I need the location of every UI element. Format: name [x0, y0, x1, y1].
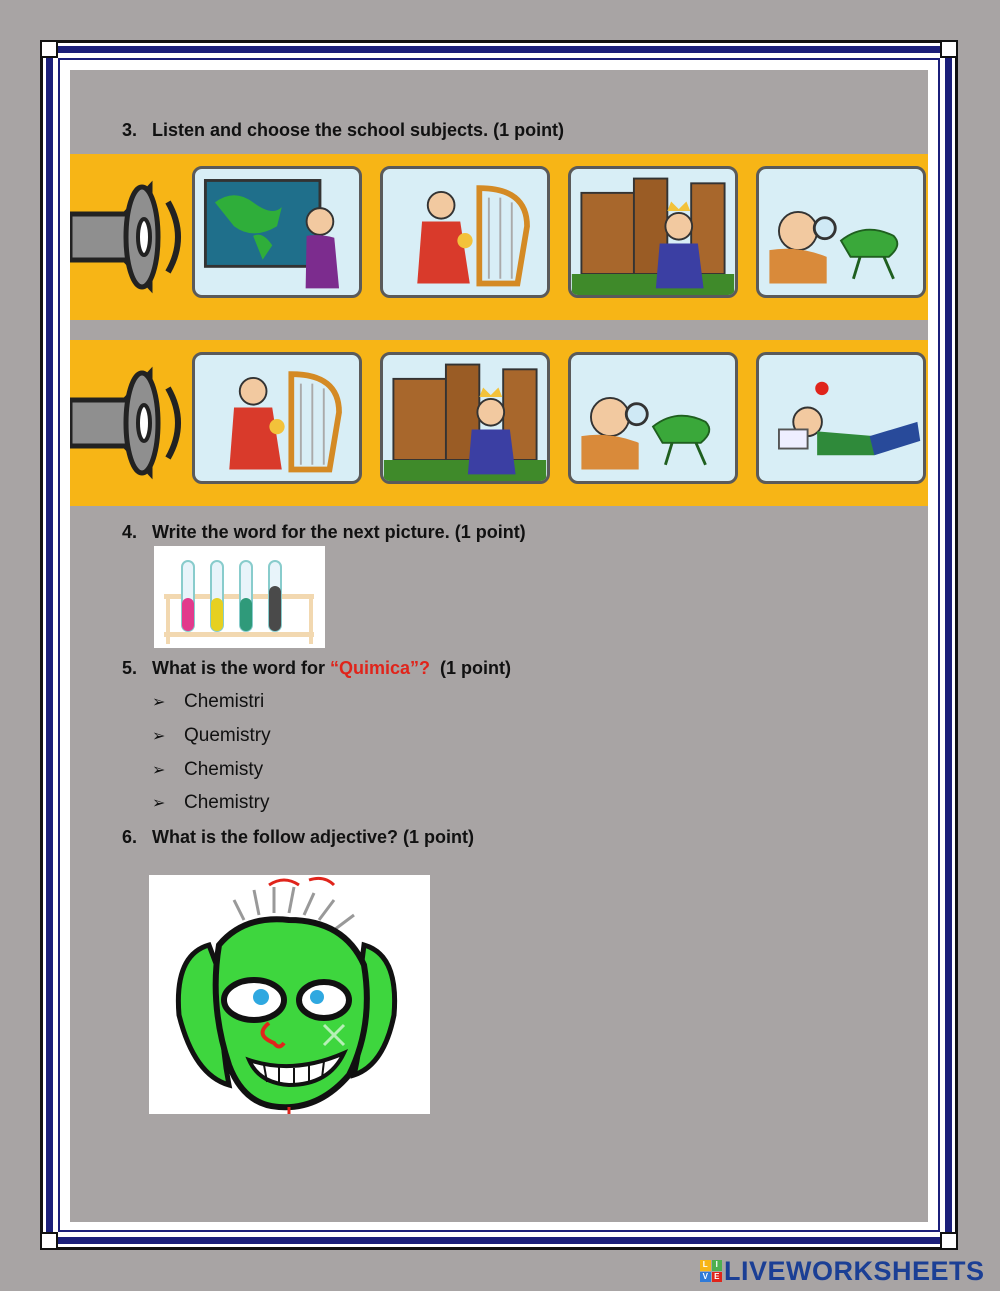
option-label: Chemistri [184, 691, 265, 712]
science-card[interactable] [756, 166, 926, 298]
arrow-bullet-icon: ➢ [152, 795, 166, 812]
option-label: Chemisty [184, 759, 264, 780]
question-text: What is the follow adjective? (1 point) [152, 827, 475, 847]
corner-ornament [940, 40, 958, 58]
test-tubes-picture [154, 546, 325, 648]
question-6 [122, 827, 474, 848]
geography-card[interactable] [192, 166, 362, 298]
question-4 [122, 522, 526, 543]
liveworksheets-logo-icon [700, 1260, 722, 1282]
logo-letter: V [700, 1272, 711, 1283]
corner-ornament [40, 40, 58, 58]
speaker-icon[interactable] [70, 358, 190, 488]
audio-strip-1 [70, 154, 928, 320]
history-card[interactable] [568, 166, 738, 298]
reading-card[interactable] [756, 352, 926, 484]
answer-option[interactable] [152, 725, 271, 747]
history-card[interactable] [380, 352, 550, 484]
arrow-bullet-icon: ➢ [152, 694, 166, 711]
answer-option[interactable] [152, 691, 264, 713]
audio-strip-2 [70, 340, 928, 506]
question-number: 6. [122, 827, 138, 847]
science-card[interactable] [568, 352, 738, 484]
question-number: 3. [122, 120, 138, 140]
arrow-bullet-icon: ➢ [152, 762, 166, 779]
question-points: (1 point) [430, 658, 512, 678]
logo-letter: E [712, 1272, 723, 1283]
speaker-icon[interactable] [70, 172, 190, 302]
corner-ornament [940, 1232, 958, 1250]
question-3 [122, 120, 564, 141]
question-text: Write the word for the next picture. (1 point) [152, 522, 526, 542]
music-card[interactable] [380, 166, 550, 298]
answer-option[interactable] [152, 759, 263, 781]
logo-letter: L [700, 1260, 711, 1271]
question-5 [122, 658, 511, 679]
highlighted-word: “Quimica”? [330, 658, 431, 678]
corner-ornament [40, 1232, 58, 1250]
arrow-bullet-icon: ➢ [152, 728, 166, 745]
music-card[interactable] [192, 352, 362, 484]
question-number: 5. [122, 658, 138, 678]
brand-name: LIVEWORKSHEETS [724, 1255, 985, 1286]
angry-face-picture [149, 875, 430, 1114]
liveworksheets-brand [700, 1256, 985, 1286]
option-label: Quemistry [184, 725, 271, 746]
question-number: 4. [122, 522, 138, 542]
logo-letter: I [712, 1260, 723, 1271]
question-text: What is the word for [152, 658, 330, 678]
question-text: Listen and choose the school subjects. (1 point) [152, 120, 565, 140]
option-label: Chemistry [184, 792, 270, 813]
answer-option[interactable] [152, 792, 270, 814]
